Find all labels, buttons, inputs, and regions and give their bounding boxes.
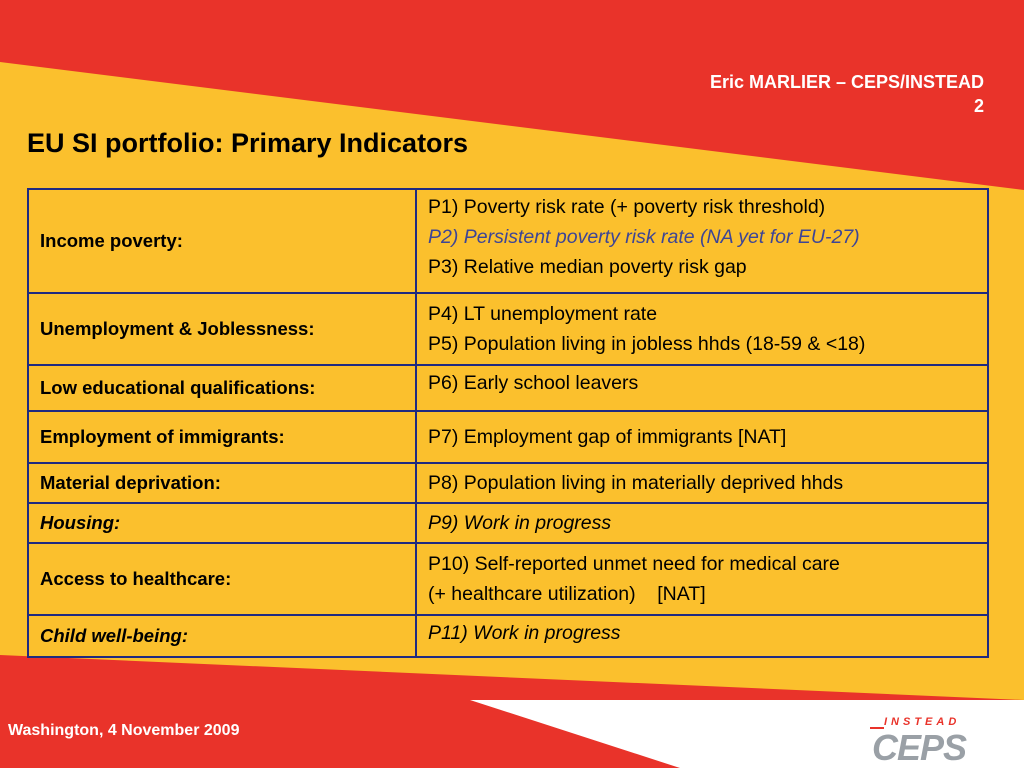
indicator-text: P2) Persistent poverty risk rate (NA yet for EU-27) [428, 226, 860, 248]
row-label: Income poverty: [28, 189, 416, 293]
table-row [28, 189, 988, 293]
row-label: Material deprivation: [28, 463, 416, 503]
row-values [416, 463, 988, 503]
logo-ceps-text: CEPS [872, 727, 967, 764]
indicator-text: P6) Early school leavers [428, 372, 639, 394]
indicators-table [27, 188, 989, 658]
indicator-text: P4) LT unemployment rate [428, 303, 658, 325]
row-values [416, 411, 988, 463]
row-values [416, 543, 988, 615]
row-values [416, 615, 988, 657]
indicator-text: (+ healthcare utilization) [NAT] [428, 583, 706, 605]
table-row [28, 503, 988, 543]
indicator-text: P1) Poverty risk rate (+ poverty risk threshold) [428, 196, 826, 218]
row-label: Low educational qualifications: [28, 365, 416, 411]
indicator-text: P7) Employment gap of immigrants [NAT] [428, 426, 787, 448]
slide-number: 2 [973, 96, 984, 116]
author-name: Eric MARLIER – CEPS/INSTEAD [709, 72, 984, 92]
row-label: Access to healthcare: [28, 543, 416, 615]
indicator-text: P3) Relative median poverty risk gap [428, 256, 747, 278]
row-values [416, 189, 988, 293]
table-row [28, 615, 988, 657]
table-row [28, 365, 988, 411]
row-label: Employment of immigrants: [28, 411, 416, 463]
table-row [28, 293, 988, 365]
row-values [416, 365, 988, 411]
indicator-text: P5) Population living in jobless hhds (18-59 & <18) [428, 333, 866, 355]
slide-title: EU SI portfolio: Primary Indicators [27, 128, 469, 158]
footer-date: Washington, 4 November 2009 [8, 722, 240, 739]
row-label: Housing: [28, 503, 416, 543]
author-header [710, 70, 984, 118]
indicator-text: P11) Work in progress [428, 622, 621, 644]
indicator-text: P10) Self-reported unmet need for medical care [428, 553, 840, 575]
row-values [416, 293, 988, 365]
row-values [416, 503, 988, 543]
ceps-instead-logo [868, 712, 994, 764]
table-row [28, 543, 988, 615]
table-row [28, 463, 988, 503]
row-label: Unemployment & Joblessness: [28, 293, 416, 365]
indicator-text: P9) Work in progress [428, 512, 612, 534]
indicator-text: P8) Population living in materially deprived hhds [428, 472, 844, 494]
logo-instead-text: INSTEAD [884, 716, 961, 728]
row-label: Child well-being: [28, 615, 416, 657]
table-row [28, 411, 988, 463]
